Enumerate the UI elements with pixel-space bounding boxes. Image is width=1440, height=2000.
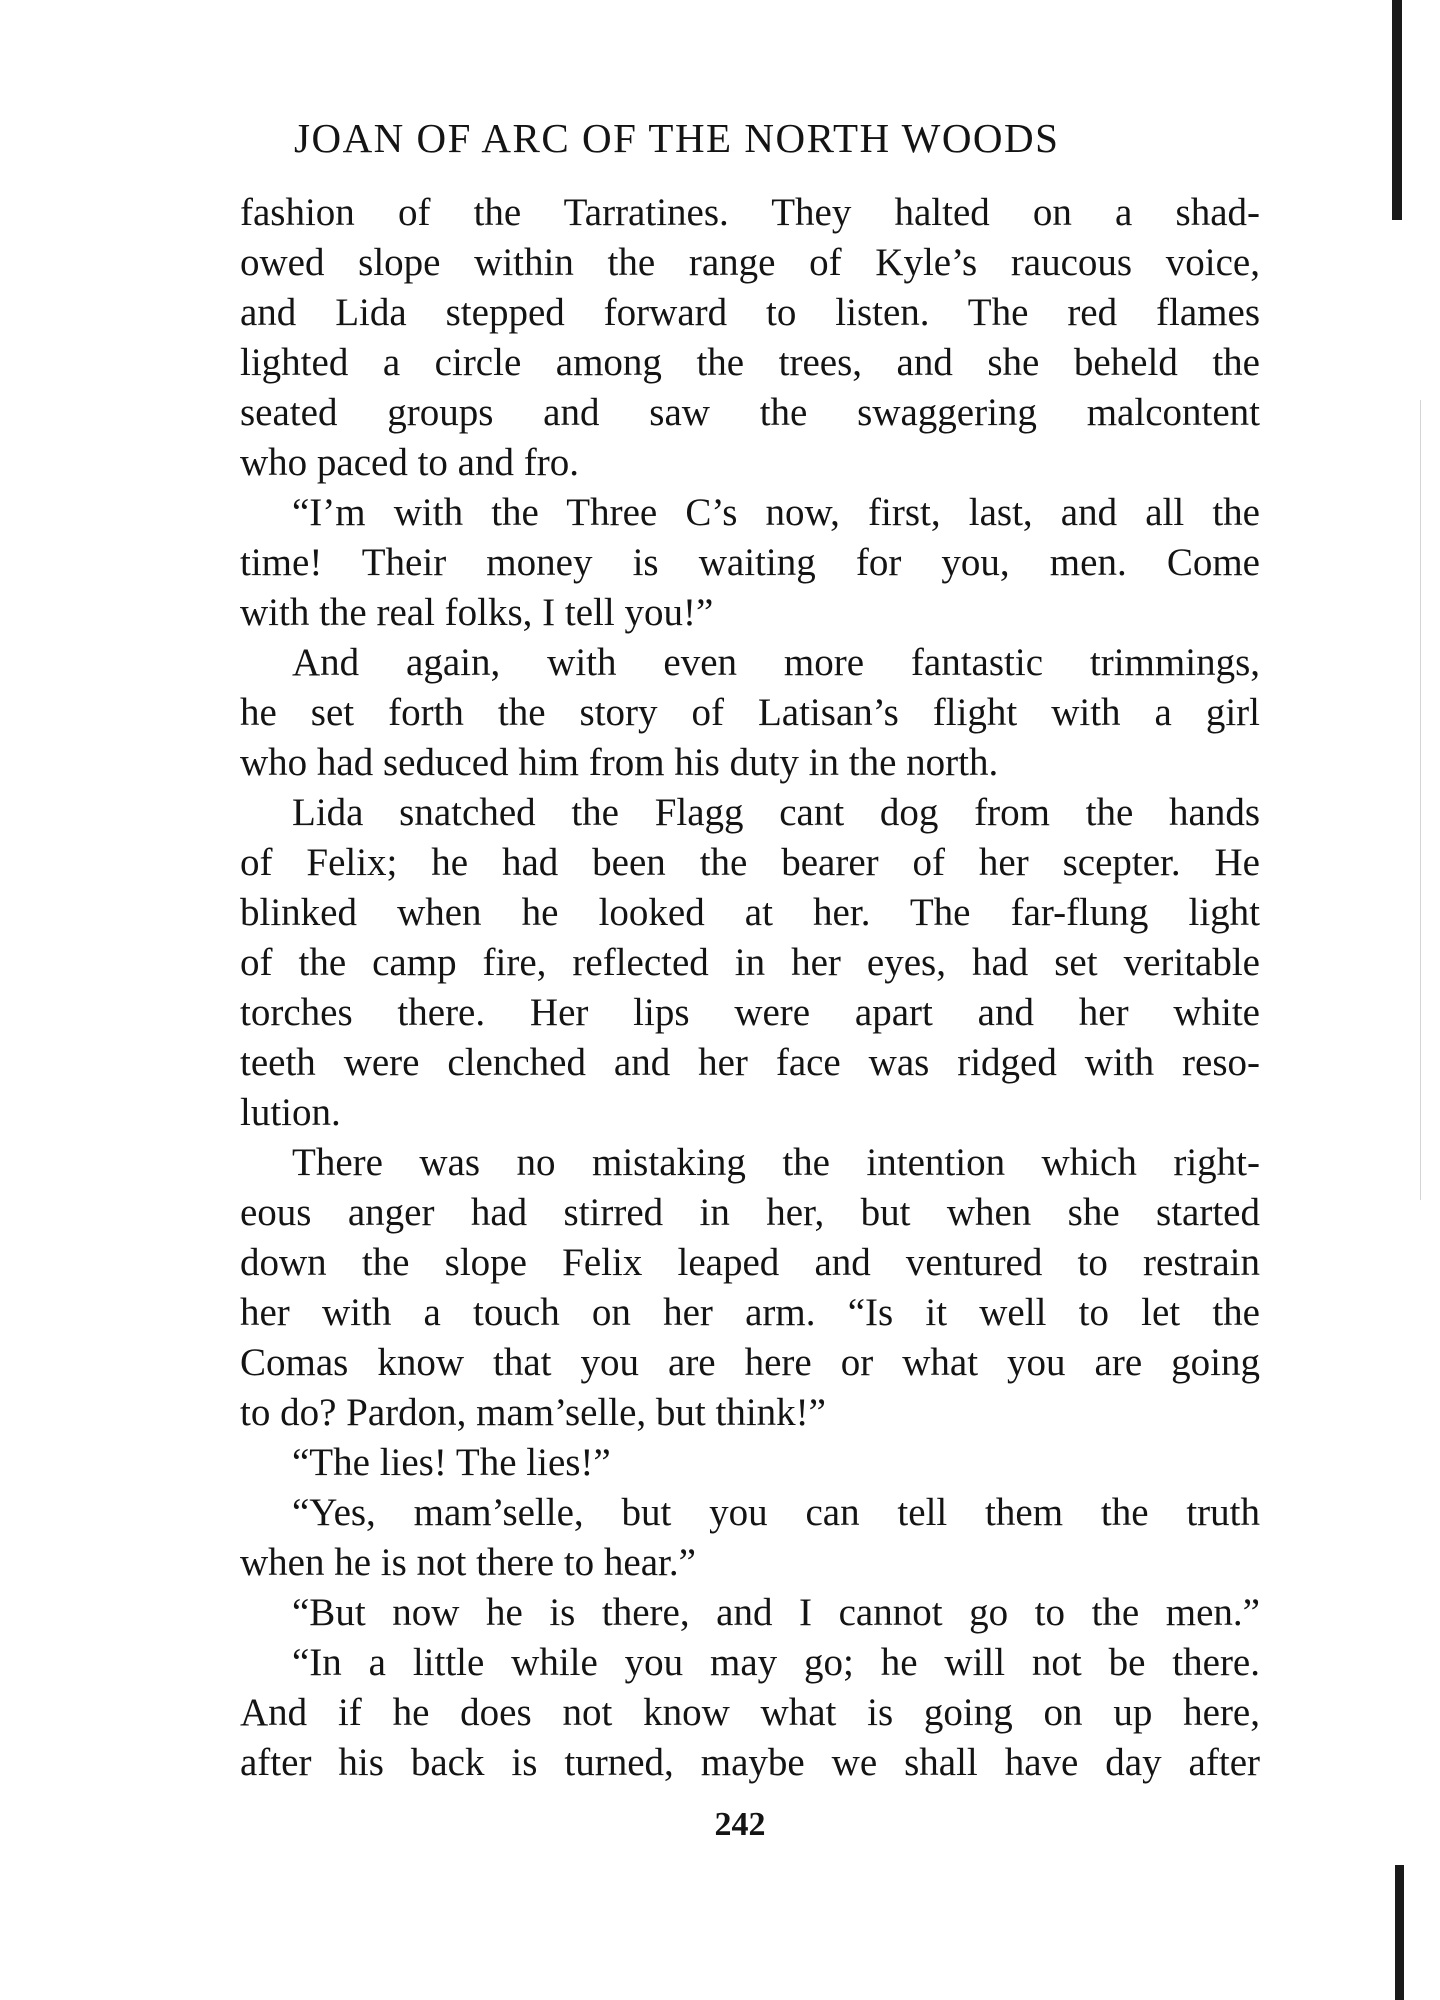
text-line: who had seduced him from his duty in the north.	[240, 741, 999, 784]
text-line: to do? Pardon, mam’selle, but think!”	[240, 1391, 826, 1434]
scan-edge-mark-bottom	[1395, 1865, 1404, 2000]
text-line: blinked when he looked at her. The far-flung light	[240, 891, 1260, 934]
text-line: who paced to and fro.	[240, 441, 579, 484]
body-text	[240, 188, 1260, 1788]
text-line: owed slope within the range of Kyle’s raucous voice,	[240, 241, 1260, 284]
text-line: with the real folks, I tell you!”	[240, 591, 714, 634]
text-line: time! Their money is waiting for you, men. Come	[240, 541, 1260, 584]
text-line: eous anger had stirred in her, but when she started	[240, 1191, 1260, 1234]
text-line: when he is not there to hear.”	[240, 1541, 696, 1584]
running-header: JOAN OF ARC OF THE NORTH WOODS	[294, 115, 1060, 161]
text-line: he set forth the story of Latisan’s flight with a girl	[240, 691, 1260, 734]
text-line: after his back is turned, maybe we shall have day after	[240, 1741, 1260, 1784]
text-line: teeth were clenched and her face was ridged with reso-	[240, 1041, 1260, 1084]
text-line: and Lida stepped forward to listen. The red flames	[240, 291, 1260, 334]
text-line: There was no mistaking the intention which right-	[292, 1141, 1260, 1184]
text-line: her with a touch on her arm. “Is it well to let the	[240, 1291, 1260, 1334]
text-line: down the slope Felix leaped and ventured to restrain	[240, 1241, 1260, 1284]
text-line: “The lies! The lies!”	[292, 1441, 611, 1484]
text-line: “But now he is there, and I cannot go to the men.”	[292, 1591, 1260, 1634]
text-line: Comas know that you are here or what you are going	[240, 1341, 1260, 1384]
text-line: lution.	[240, 1091, 341, 1134]
text-line: of Felix; he had been the bearer of her scepter. He	[240, 841, 1260, 884]
text-line: Lida snatched the Flagg cant dog from the hands	[292, 791, 1260, 834]
scan-edge-rule	[1420, 400, 1421, 1200]
text-line: seated groups and saw the swaggering malcontent	[240, 391, 1260, 434]
text-line: “I’m with the Three C’s now, first, last, and all the	[292, 491, 1260, 534]
text-line: fashion of the Tarratines. They halted on a shad-	[240, 191, 1260, 234]
text-line: torches there. Her lips were apart and her white	[240, 991, 1260, 1034]
page-number: 242	[714, 1806, 766, 1843]
text-line: of the camp fire, reflected in her eyes, had set veritable	[240, 941, 1260, 984]
text-line: “Yes, mam’selle, but you can tell them the truth	[292, 1491, 1260, 1534]
text-line: And if he does not know what is going on up here,	[240, 1691, 1260, 1734]
text-line: “In a little while you may go; he will not be there.	[292, 1641, 1260, 1684]
text-line: And again, with even more fantastic trimmings,	[292, 641, 1260, 684]
text-line: lighted a circle among the trees, and she beheld the	[240, 341, 1260, 384]
scan-edge-mark-top	[1392, 0, 1402, 220]
